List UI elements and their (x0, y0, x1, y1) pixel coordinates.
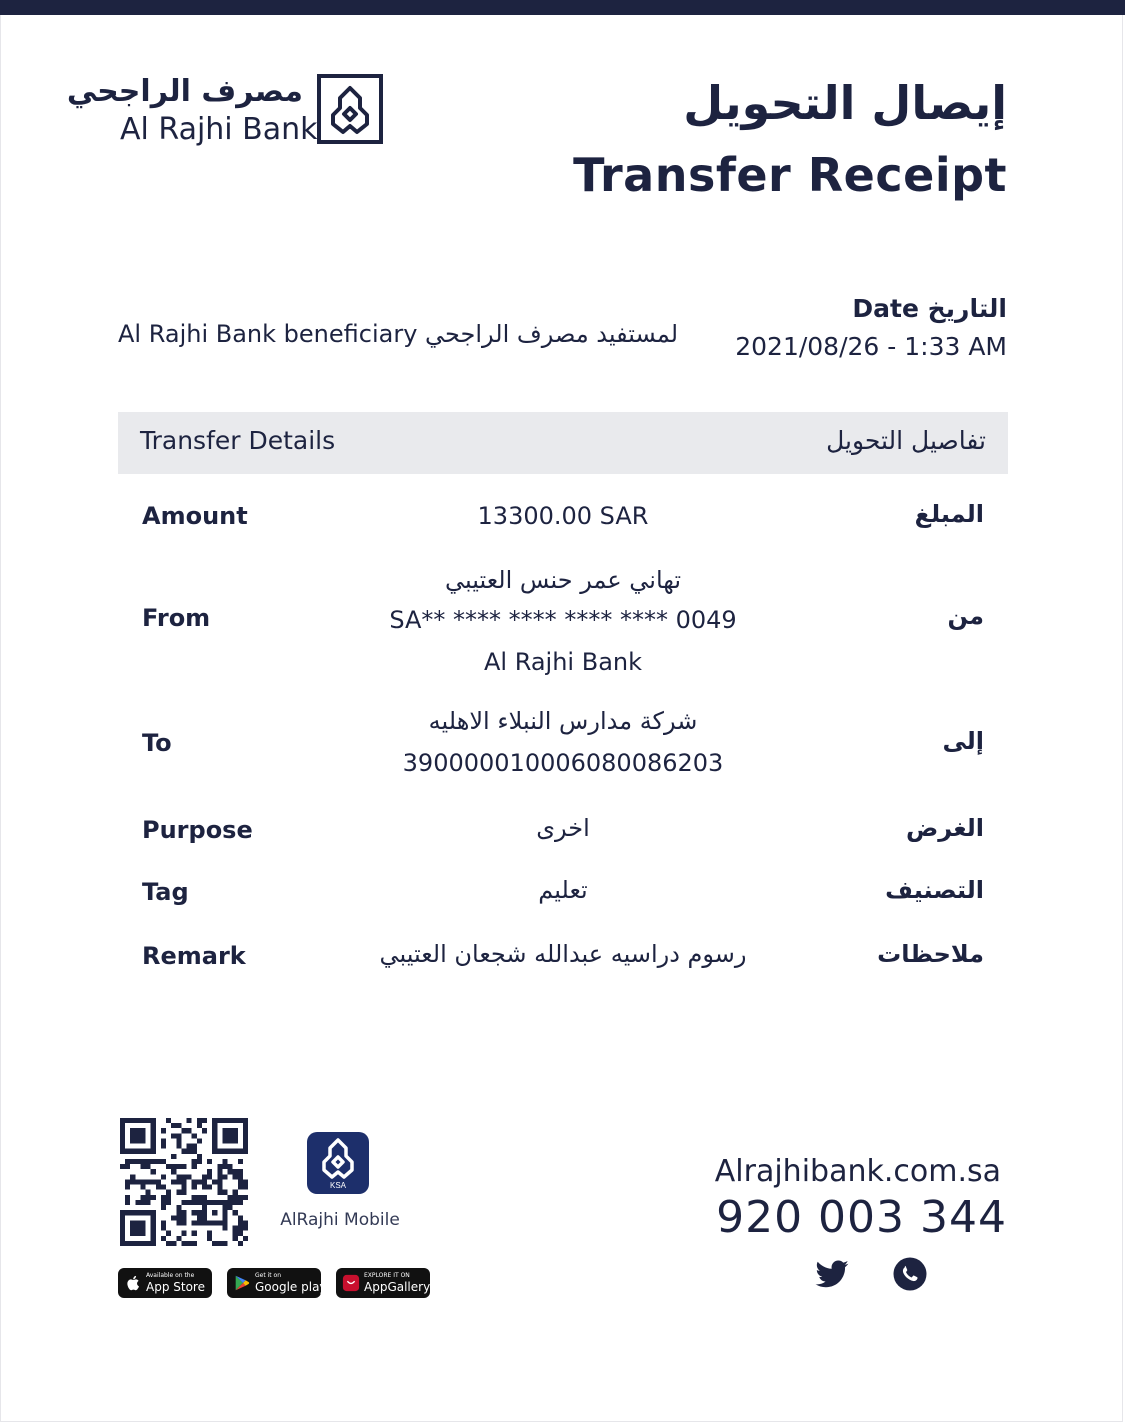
twitter-icon[interactable] (814, 1256, 850, 1292)
google-play-icon (233, 1274, 251, 1292)
app-gallery-badge[interactable] (336, 1268, 430, 1298)
logo-name-ar: مصرف الراجحي (66, 74, 303, 109)
badge-small-text: Get it on (255, 1272, 282, 1279)
qr-code (120, 1118, 248, 1246)
detail-label-en: Purpose (142, 816, 253, 844)
website-link[interactable]: Alrajhibank.com.sa (714, 1154, 1001, 1189)
transfer-details-header (118, 412, 1008, 474)
detail-value: تعليم (538, 876, 588, 904)
detail-value: 13300.00 SAR (477, 502, 649, 530)
receipt-title-ar: إيصال التحويل (683, 76, 1007, 130)
detail-value-bank: Al Rajhi Bank (483, 648, 643, 676)
bank-logo (66, 74, 383, 147)
detail-value-name: تهاني عمر حنس العتيبي (444, 566, 682, 594)
badge-big-text: AppGallery (364, 1280, 431, 1294)
detail-row-amount (118, 500, 1008, 540)
badge-big-text: Google play (255, 1280, 327, 1294)
details-header-ar: تفاصيل التحويل (826, 426, 986, 455)
detail-value-account: 390000010006080086203 (402, 749, 724, 777)
date-value: 2021/08/26 - 1:33 AM (735, 332, 1007, 361)
detail-label-en: Tag (142, 878, 189, 906)
detail-row-tag (118, 874, 1008, 914)
bank-emblem-icon (317, 74, 383, 144)
apple-icon (124, 1274, 142, 1292)
detail-label-ar: الغرض (906, 814, 984, 842)
app-store-badge[interactable] (118, 1268, 212, 1298)
detail-label-ar: التصنيف (885, 876, 984, 904)
google-play-badge[interactable] (227, 1268, 327, 1298)
detail-label-ar: من (947, 602, 984, 630)
details-header-en: Transfer Details (140, 426, 336, 455)
receipt-title-en: Transfer Receipt (573, 148, 1007, 202)
app-icon-badge: KSA (329, 1181, 347, 1190)
beneficiary-type: Al Rajhi Bank beneficiary لمستفيد مصرف الراجحي (118, 320, 679, 348)
detail-label-en: Amount (142, 502, 248, 530)
detail-label-en: Remark (142, 942, 246, 970)
app-name: AlRajhi Mobile (280, 1210, 400, 1230)
detail-row-to (118, 703, 1008, 787)
app-promo[interactable] (274, 1132, 406, 1230)
whatsapp-icon[interactable] (892, 1256, 928, 1292)
phone-number[interactable]: 920 003 344 (716, 1192, 1007, 1243)
detail-label-ar: المبلغ (914, 500, 984, 528)
detail-label-ar: إلى (942, 727, 984, 755)
logo-name-en: Al Rajhi Bank (120, 112, 318, 147)
badge-small-text: EXPLORE IT ON (364, 1272, 410, 1279)
huawei-icon (342, 1274, 360, 1292)
detail-label-ar: ملاحظات (877, 940, 984, 968)
detail-row-from (118, 562, 1008, 682)
alrajhi-app-icon[interactable] (307, 1132, 369, 1194)
detail-value-iban: SA** **** **** **** **** 0049 (389, 606, 737, 634)
detail-value-name: شركة مدارس النبلاء الاهليه (428, 707, 698, 735)
detail-value: رسوم دراسيه عبدالله شجعان العتيبي (379, 940, 747, 968)
top-bar (0, 0, 1125, 15)
detail-row-purpose (118, 812, 1008, 852)
detail-label-en: From (142, 604, 211, 632)
detail-value: اخرى (536, 814, 590, 842)
badge-big-text: App Store (146, 1280, 205, 1294)
date-label: Date التاريخ (852, 294, 1007, 323)
detail-label-en: To (142, 729, 172, 757)
badge-small-text: Available on the (146, 1272, 195, 1279)
detail-row-remark (118, 938, 1008, 978)
